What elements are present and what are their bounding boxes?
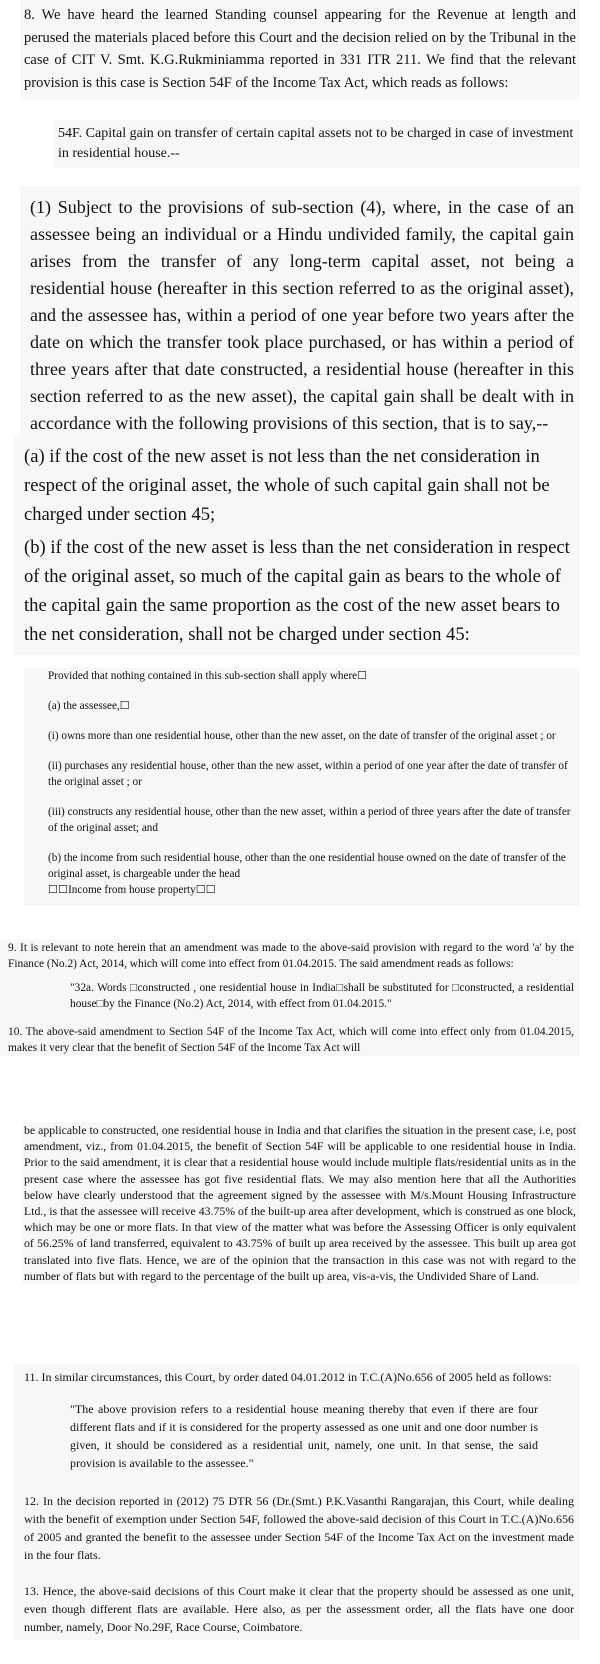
proviso-intro: Provided that nothing contained in this sub-section shall apply where☐ [48,670,368,682]
proviso-ii: (ii) purchases any residential house, other than the new asset, within a period of one year after the date of transfer of the original asset ; or [48,760,568,788]
paragraphs-11-13 [14,1364,580,1640]
proviso-a: (a) the assessee,☐ [48,700,130,712]
clause-b [14,527,580,655]
paragraph-8-text: 8. We have heard the learned Standing counsel appearing for the Revenue at length and perused the materials placed before this Court and the decision relied on by the Tribunal in the case of CIT V. Smt. K.G.Rukminiamma reported in 331 ITR 211. We find that the relevant provision is this case is Section 54F of the Income Tax Act, which reads as follows: [24,7,576,91]
section-54f-heading [54,120,580,168]
quote-11: "The above provision refers to a residential house meaning thereby that even if there are four different flats and if it is considered for the property assessed as one unit and one door number is given, it should be considered as a residential unit, namely, one unit. In that sense, the said provision is available to the assessee." [70,1402,538,1470]
paragraph-10: 10. The above-said amendment to Section 54F of the Income Tax Act, which will come into effect only from 01.04.2015, makes it very clear that the benefit of Section 54F of the Income Tax Act will [8,1026,574,1054]
clause-a-text: (a) if the cost of the new asset is not less than the net consideration in respect of the original asset, the whole of such capital gain shall not be charged under section 45; [24,446,550,525]
subsection-1 [20,186,580,445]
proviso-b: (b) the income from such residential house, other than the one residential house owned on the date of transfer of the original asset, is chargeable under the head ☐☐Income from house property☐☐ [48,852,566,896]
paragraph-9: 9. It is relevant to note herein that an amendment was made to the above-said provision with regard to the word 'a' by the Finance (No.2) Act, 2014, which will come into effect from 01.04.2015. The said amendment reads as follows: [8,942,574,970]
section-54f-heading-text: 54F. Capital gain on transfer of certain capital assets not to be charged in case of investment in residential house.-- [58,126,574,161]
paragraphs-9-10 [0,940,580,1056]
missing-glyph-icon: ☐ [119,700,130,712]
paragraph-10-continued [22,1122,580,1284]
missing-glyph-icon: ☐☐ [195,884,216,896]
missing-glyph-icon: ☐ [357,670,368,682]
paragraph-10-continued-text: be applicable to constructed, one residential house in India and that clarifies the situation in the present case, i.e, post amendment, viz., from 01.04.2015, the benefit of Section 54F will be applicable to one residential house in India. Prior to the said amendment, it is clear that a residential house would include multiple flats/residential units as in the present case where the assessee has got five residential flats. We may also mention here that all the Authorities below have clearly understood that the agreement signed by the assessee with M/s.Mount Housing Infrastructure Ltd., is that the assessee will receive 43.75% of the built-up area after development, which is construed as one block, which may be one or more flats. In that view of the matter what was before the Assessing Officer is only equivalent of 56.25% of land transferred, equivalent to 43.75% of built up area received by the assessee. This built up area got translated into five flats. Hence, we are of the opinion that the transaction in this case was not with regard to the number of flats but with regard to the percentage of the built up area, vis-a-vis, the Undivided Share of Land. [24,1123,576,1283]
paragraph-8 [20,0,580,100]
paragraph-13: 13. Hence, the above-said decisions of this Court make it clear that the property should be assessed as one unit, even though different flats are available. Here also, as per the assessment order, all the flats have one door number, namely, Door No.29F, Race Course, Coimbatore. [24,1584,574,1634]
paragraph-11: 11. In similar circumstances, this Court, by order dated 04.01.2012 in T.C.(A)No.656 of 2005 held as follows: [24,1370,552,1384]
clause-b-text: (b) if the cost of the new asset is less than the net consideration in respect of the original asset, so much of the capital gain as bears to the whole of the capital gain the same proportion as the cost of the new asset bears to the net consideration, shall not be charged under section 45: [24,537,570,645]
clause-a [14,436,580,535]
quote-32a: "32a. Words □constructed , one residential house in India□shall be substituted for □constructed, a residential house□by the Finance (No.2) Act, 2014, with effect from 01.04.2015." [70,982,574,1010]
proviso-iii: (iii) constructs any residential house, other than the new asset, within a period of three years after the date of transfer of the original asset; and [48,806,571,834]
proviso-i: (i) owns more than one residential house, other than the new asset, on the date of transfer of the original asset ; or [48,730,556,742]
missing-glyph-icon: ☐☐ [48,884,69,896]
subsection-1-text: (1) Subject to the provisions of sub-section (4), where, in the case of an assessee being an individual or a Hindu undivided family, the capital gain arises from the transfer of any long-term capital asset, not being a residential house (hereafter in this section referred to as the original asset), and the assessee has, within a period of one year before two years after the date on which the transfer took place purchased, or has within a period of three years after that date constructed, a residential house (hereafter in this section referred to as the new asset), the capital gain shall be dealt with in accordance with the following provisions of this section, that is to say,-- [30,197,574,433]
paragraph-12: 12. In the decision reported in (2012) 75 DTR 56 (Dr.(Smt.) P.K.Vasanthi Rangarajan, this Court, while dealing with the benefit of exemption under Section 54F, followed the above-said decision of this Court in T.C.(A)No.656 of 2005 and granted the benefit to the assessee under Section 54F of the Income Tax Act on the investment made in the four flats. [24,1494,574,1562]
proviso-block [24,668,580,906]
